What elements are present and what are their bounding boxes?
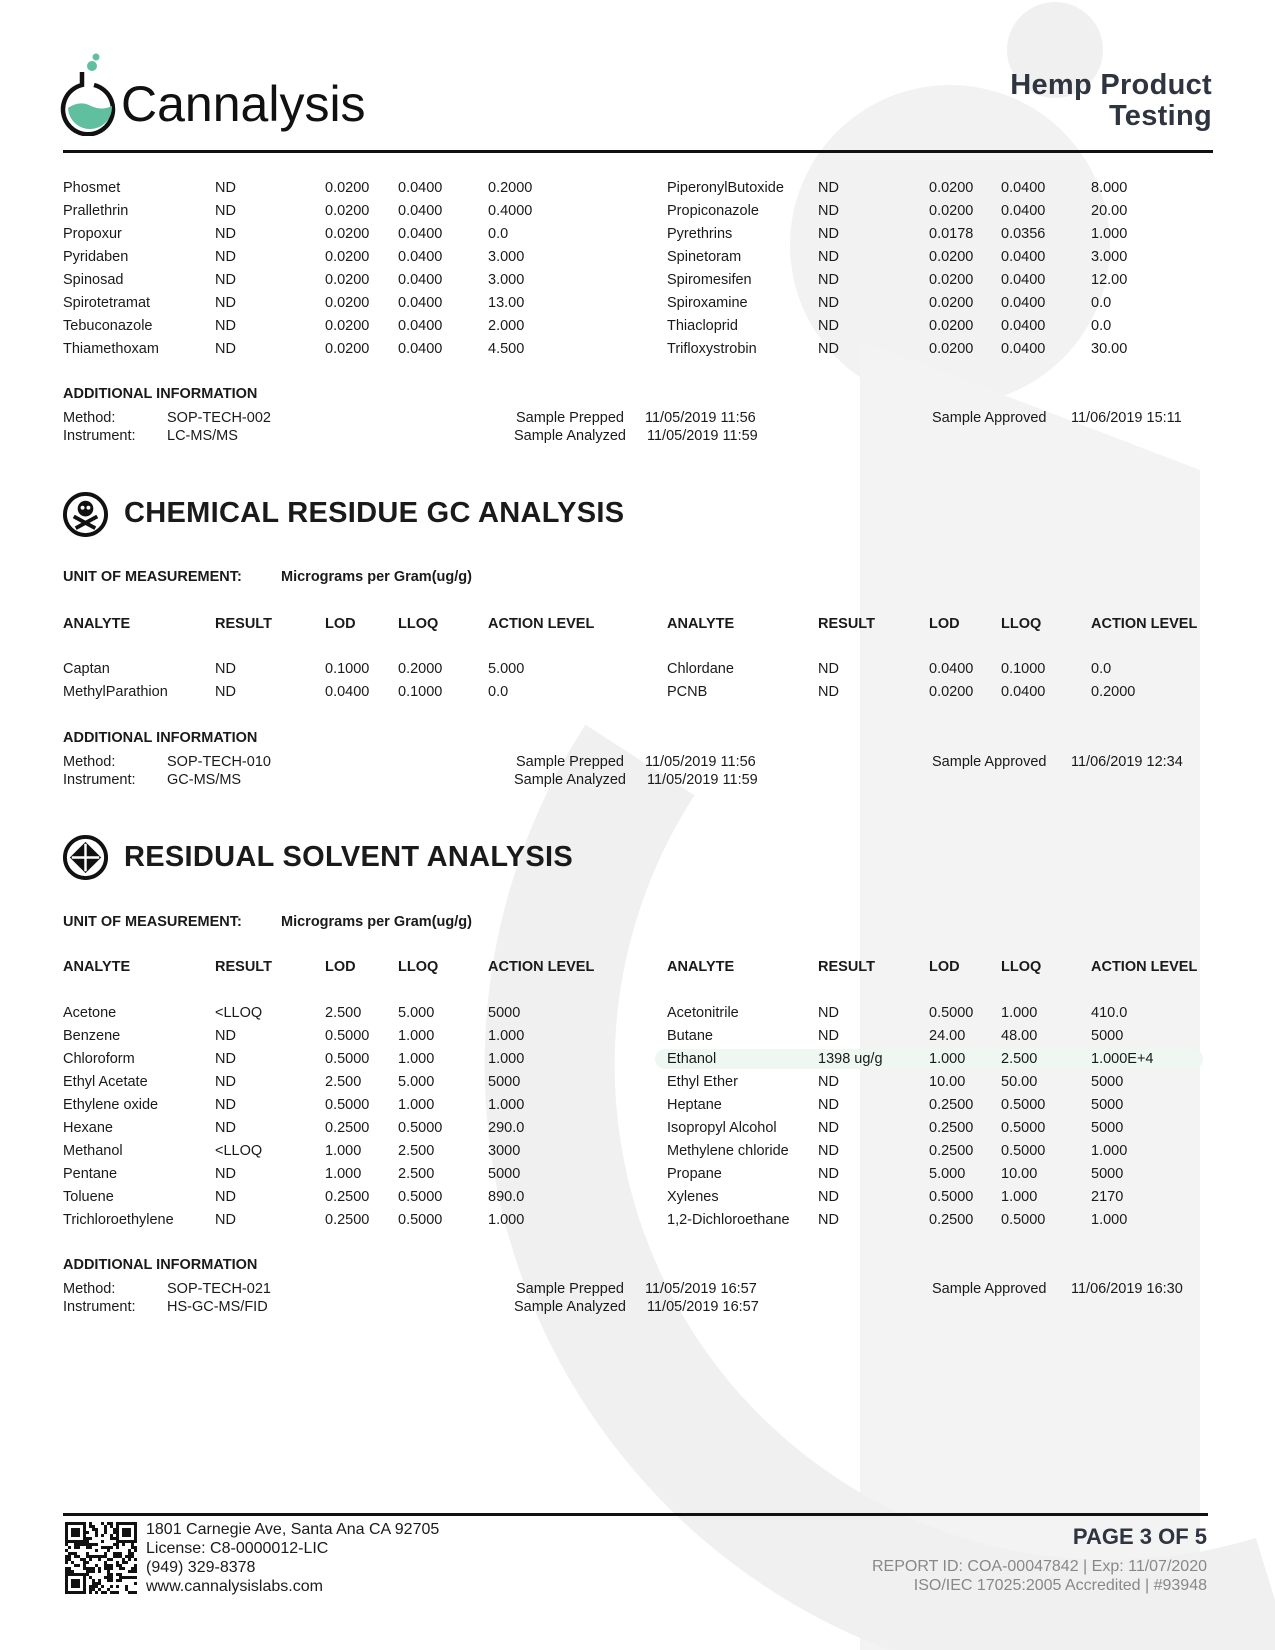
sample-analyzed-label: Sample Analyzed [513,772,626,788]
cell-action-level: 0.4000 [488,203,533,219]
cell-lloq: 2.500 [1001,1051,1038,1067]
cell-action-level: 5000 [1091,1166,1124,1182]
column-header-lod: LOD [325,616,356,632]
cell-lloq: 0.0400 [398,180,443,196]
cell-lod: 0.0200 [929,318,974,334]
cell-analyte: Chloroform [63,1051,135,1067]
instrument-value: HS-GC-MS/FID [167,1299,268,1315]
cell-lod: 1.000 [325,1143,362,1159]
cell-action-level: 5000 [1091,1028,1124,1044]
cell-result: ND [818,1189,839,1205]
cell-action-level: 0.2000 [488,180,533,196]
cell-analyte: Trichloroethylene [63,1212,174,1228]
cell-analyte: Methanol [63,1143,123,1159]
cell-lod: 0.0200 [325,226,370,242]
cell-lod: 24.00 [929,1028,966,1044]
cell-analyte: Ethyl Acetate [63,1074,148,1090]
cell-result: ND [215,249,236,265]
cell-lloq: 5.000 [398,1074,435,1090]
sample-analyzed-label: Sample Analyzed [513,1299,626,1315]
sample-analyzed-value: 11/05/2019 16:57 [647,1299,759,1315]
cell-lloq: 0.5000 [1001,1097,1046,1113]
cell-action-level: 20.00 [1091,203,1128,219]
accreditation-number: #93948 [1153,1577,1207,1594]
cell-lloq: 2.500 [398,1143,435,1159]
cell-analyte: MethylParathion [63,684,168,700]
cell-lloq: 0.1000 [1001,661,1046,677]
method-value: SOP-TECH-010 [167,754,271,770]
cell-analyte: Ethanol [667,1051,717,1067]
cell-analyte: Isopropyl Alcohol [667,1120,777,1136]
cell-analyte: Acetonitrile [667,1005,739,1021]
sample-approved-label: Sample Approved [932,1281,1047,1297]
cell-lod: 0.5000 [325,1051,370,1067]
cell-action-level: 1.000E+4 [1091,1051,1154,1067]
method-label: Method: [63,754,116,770]
cell-analyte: Spiroxamine [667,295,748,311]
cell-analyte: 1,2-Dichloroethane [667,1212,790,1228]
page-number: PAGE 3 OF 5 [1072,1524,1207,1549]
cell-lod: 0.0200 [929,295,974,311]
cell-result: ND [818,249,839,265]
cell-action-level: 12.00 [1091,272,1128,288]
cell-lod: 0.5000 [325,1028,370,1044]
sample-prepped-value: 11/05/2019 16:57 [645,1281,757,1297]
cell-result: ND [215,341,236,357]
sample-approved-label: Sample Approved [932,754,1047,770]
cell-lloq: 0.5000 [398,1120,443,1136]
title-line-2: Testing [1108,100,1212,132]
cell-result: ND [818,1143,839,1159]
cell-analyte: Pyrethrins [667,226,733,242]
cell-analyte: Spinosad [63,272,124,288]
cell-analyte: Captan [63,661,110,677]
document-title [1010,70,1212,132]
cell-lod: 0.0200 [325,341,370,357]
cell-analyte: Thiacloprid [667,318,738,334]
footer-license: License: C8-0000012-LIC [146,1540,329,1557]
cell-lod: 0.0200 [929,341,974,357]
report-meta: REPORT ID: COA-00047842 | Exp: 11/07/2020 ISO/IEC 17025:2005 Accredited | #93948 [871,1558,1207,1594]
cell-lloq: 0.0400 [398,341,443,357]
cell-lloq: 1.000 [398,1051,435,1067]
cell-analyte: Spirotetramat [63,295,151,311]
cell-result: ND [818,226,839,242]
cell-analyte: Prallethrin [63,203,129,219]
cell-lod: 0.0200 [325,295,370,311]
cell-lod: 1.000 [929,1051,966,1067]
cell-result: ND [215,1074,236,1090]
cell-lloq: 0.0400 [1001,180,1046,196]
cell-action-level: 5000 [1091,1074,1124,1090]
cell-result: <LLOQ [215,1143,263,1159]
cell-result: ND [818,1166,839,1182]
sample-prepped-label: Sample Prepped [515,1281,624,1297]
cell-result: ND [215,295,236,311]
additional-info-heading: ADDITIONAL INFORMATION [63,386,258,402]
cell-action-level: 1.000 [488,1051,525,1067]
sample-prepped-label: Sample Prepped [515,410,624,426]
column-header-action-level: ACTION LEVEL [488,616,595,632]
column-header-lloq: LLOQ [1001,959,1042,975]
cell-analyte: Pyridaben [63,249,129,265]
sample-prepped-label: Sample Prepped [515,754,624,770]
cell-result: ND [818,272,839,288]
title-line-1: Hemp Product [1010,69,1212,101]
cell-result: ND [818,684,839,700]
cell-lod: 0.0200 [929,272,974,288]
cell-action-level: 2170 [1091,1189,1124,1205]
cell-lloq: 1.000 [1001,1005,1038,1021]
iso-accreditation: ISO/IEC 17025:2005 Accredited [913,1577,1141,1594]
cell-action-level: 1.000 [488,1097,525,1113]
cell-lod: 0.0200 [325,249,370,265]
cell-analyte: Trifloxystrobin [667,341,757,357]
cell-analyte: Spiromesifen [667,272,752,288]
cell-lod: 0.0200 [929,249,974,265]
cell-analyte: Propane [667,1166,722,1182]
cell-lod: 0.0400 [929,661,974,677]
column-header-lloq: LLOQ [1001,616,1042,632]
cell-action-level: 1.000 [1091,226,1128,242]
cell-action-level: 0.2000 [1091,684,1136,700]
cell-action-level: 13.00 [488,295,525,311]
cell-analyte: Methylene chloride [667,1143,789,1159]
cell-action-level: 0.0 [1091,318,1112,334]
sample-approved-value: 11/06/2019 16:30 [1071,1281,1183,1297]
flask-logo-icon [60,52,120,136]
cell-analyte: PCNB [667,684,708,700]
cell-action-level: 4.500 [488,341,525,357]
column-header-result: RESULT [215,616,272,632]
sample-approved-value: 11/06/2019 15:11 [1071,410,1182,426]
cell-result: ND [818,1074,839,1090]
footer-address: 1801 Carnegie Ave, Santa Ana CA 92705 [146,1521,440,1538]
footer-website[interactable]: www.cannalysislabs.com [146,1578,323,1595]
cell-lloq: 0.0400 [398,318,443,334]
cell-lod: 0.0200 [325,318,370,334]
cell-action-level: 0.0 [1091,295,1112,311]
sample-analyzed-value: 11/05/2019 11:59 [647,772,758,788]
column-header-analyte: ANALYTE [63,616,131,632]
column-header-analyte: ANALYTE [667,616,735,632]
cell-lod: 0.2500 [325,1120,370,1136]
cell-analyte: Pentane [63,1166,118,1182]
column-header-analyte: ANALYTE [667,959,735,975]
cell-action-level: 3.000 [488,272,525,288]
cell-lod: 0.2500 [929,1212,974,1228]
column-header-result: RESULT [818,959,875,975]
cell-action-level: 3000 [488,1143,521,1159]
instrument-value: GC-MS/MS [167,772,242,788]
cell-action-level: 0.0 [488,684,509,700]
cell-action-level: 0.0 [1091,661,1112,677]
cell-action-level: 5000 [488,1005,521,1021]
cell-result: ND [215,1028,236,1044]
cell-analyte: Thiamethoxam [63,341,159,357]
sample-analyzed-label: Sample Analyzed [513,428,626,444]
solvent-section-title: RESIDUAL SOLVENT ANALYSIS [124,841,574,873]
cell-lod: 0.5000 [929,1189,974,1205]
cell-result: ND [818,1005,839,1021]
cell-lloq: 0.0400 [1001,318,1046,334]
diamond-grid-icon [62,834,109,881]
cell-analyte: Spinetoram [667,249,742,265]
cell-lod: 0.5000 [325,1097,370,1113]
cell-lod: 0.0400 [325,684,370,700]
cell-action-level: 8.000 [1091,180,1128,196]
cell-lloq: 0.0400 [398,249,443,265]
cell-result: ND [818,341,839,357]
cell-analyte: Xylenes [667,1189,719,1205]
cell-action-level: 1.000 [488,1212,525,1228]
cell-result: ND [215,684,236,700]
column-header-result: RESULT [818,616,875,632]
cell-lloq: 48.00 [1001,1028,1038,1044]
cell-lod: 0.1000 [325,661,370,677]
unit-label: UNIT OF MEASUREMENT: [63,569,242,585]
cell-lloq: 0.0356 [1001,226,1046,242]
cell-lloq: 0.5000 [398,1189,443,1205]
cell-result: ND [215,203,236,219]
cell-result: ND [215,1166,236,1182]
cell-lod: 0.2500 [929,1097,974,1113]
cell-lloq: 0.0400 [1001,295,1046,311]
cell-result: ND [215,1120,236,1136]
sample-approved-value: 11/06/2019 12:34 [1071,754,1183,770]
sample-analyzed-value: 11/05/2019 11:59 [647,428,758,444]
cell-action-level: 290.0 [488,1120,525,1136]
cell-action-level: 1.000 [488,1028,525,1044]
cell-lod: 0.0178 [929,226,974,242]
cell-lloq: 1.000 [1001,1189,1038,1205]
cell-lloq: 0.0400 [398,295,443,311]
cell-lloq: 0.1000 [398,684,443,700]
cell-action-level: 3.000 [1091,249,1128,265]
cell-lloq: 0.0400 [398,203,443,219]
sample-prepped-value: 11/05/2019 11:56 [645,410,756,426]
cell-lloq: 0.0400 [1001,341,1046,357]
cell-lod: 0.0200 [929,180,974,196]
unit-label: UNIT OF MEASUREMENT: [63,914,242,930]
unit-value: Micrograms per Gram(ug/g) [281,569,472,585]
method-label: Method: [63,410,116,426]
cell-lloq: 0.2000 [398,661,443,677]
instrument-label: Instrument: [63,1299,136,1315]
cell-result: ND [215,272,236,288]
report-id: REPORT ID: COA-00047842 [871,1558,1079,1575]
expiration: Exp: 11/07/2020 [1091,1558,1207,1575]
cell-result: ND [215,1051,236,1067]
footer-contact [146,1520,439,1596]
column-header-lloq: LLOQ [398,616,439,632]
cell-result: ND [818,295,839,311]
additional-info-heading: ADDITIONAL INFORMATION [63,730,258,746]
cell-lod: 0.0200 [325,203,370,219]
instrument-label: Instrument: [63,428,136,444]
column-header-lloq: LLOQ [398,959,439,975]
method-value: SOP-TECH-002 [167,410,271,426]
cell-result: ND [215,1212,236,1228]
cell-lloq: 0.5000 [1001,1120,1046,1136]
cell-lloq: 0.5000 [1001,1212,1046,1228]
column-header-analyte: ANALYTE [63,959,131,975]
cell-action-level: 3.000 [488,249,525,265]
cell-lloq: 1.000 [398,1097,435,1113]
cell-result: <LLOQ [215,1005,263,1021]
cell-action-level: 890.0 [488,1189,525,1205]
cell-result: ND [818,661,839,677]
cell-lloq: 0.5000 [1001,1143,1046,1159]
qr-code-icon [65,1522,137,1594]
cell-result: ND [818,1120,839,1136]
cell-analyte: Acetone [63,1005,117,1021]
cell-result: ND [215,180,236,196]
cell-action-level: 5000 [488,1074,521,1090]
additional-info-heading: ADDITIONAL INFORMATION [63,1257,258,1273]
column-header-lod: LOD [929,616,960,632]
method-value: SOP-TECH-021 [167,1281,271,1297]
logo-text: Cannalysis [121,76,366,132]
cell-action-level: 410.0 [1091,1005,1128,1021]
cell-action-level: 30.00 [1091,341,1128,357]
cell-analyte: Heptane [667,1097,722,1113]
cell-lod: 2.500 [325,1005,362,1021]
cell-analyte: Phosmet [63,180,121,196]
column-header-lod: LOD [325,959,356,975]
cell-analyte: Ethyl Ether [667,1074,738,1090]
cell-analyte: Tebuconazole [63,318,153,334]
cell-action-level: 2.000 [488,318,525,334]
column-header-action-level: ACTION LEVEL [488,959,595,975]
cell-lloq: 0.0400 [1001,249,1046,265]
cell-result: ND [818,203,839,219]
sample-approved-label: Sample Approved [932,410,1047,426]
cell-lod: 0.2500 [929,1143,974,1159]
instrument-value: LC-MS/MS [167,428,238,444]
cell-lod: 0.2500 [325,1189,370,1205]
footer-phone: (949) 329-8378 [146,1559,256,1576]
cell-result: ND [215,1097,236,1113]
footer-divider [63,1513,1208,1516]
cell-action-level: 5000 [1091,1120,1124,1136]
cell-action-level: 5.000 [488,661,525,677]
cell-analyte: Propoxur [63,226,122,242]
unit-value: Micrograms per Gram(ug/g) [281,914,472,930]
cell-lloq: 50.00 [1001,1074,1038,1090]
cell-lod: 5.000 [929,1166,966,1182]
cell-analyte: Hexane [63,1120,113,1136]
cell-analyte: Benzene [63,1028,121,1044]
cell-action-level: 5000 [488,1166,521,1182]
cell-lod: 0.5000 [929,1005,974,1021]
cell-lloq: 10.00 [1001,1166,1038,1182]
cell-lloq: 1.000 [398,1028,435,1044]
column-header-action-level: ACTION LEVEL [1091,959,1198,975]
cell-result: ND [215,1189,236,1205]
cell-lod: 0.0200 [325,180,370,196]
column-header-lod: LOD [929,959,960,975]
cell-lod: 2.500 [325,1074,362,1090]
cell-lod: 0.2500 [325,1212,370,1228]
cell-result: ND [818,1212,839,1228]
cell-action-level: 5000 [1091,1097,1124,1113]
cell-lod: 0.0200 [325,272,370,288]
method-label: Method: [63,1281,116,1297]
cell-result: ND [818,180,839,196]
skull-crossbones-icon [62,491,109,538]
cell-analyte: Propiconazole [667,203,759,219]
cell-action-level: 0.0 [488,226,509,242]
cell-analyte: PiperonylButoxide [667,180,784,196]
cell-lloq: 0.5000 [398,1212,443,1228]
cell-analyte: Chlordane [667,661,734,677]
cell-result: ND [215,318,236,334]
cell-action-level: 1.000 [1091,1143,1128,1159]
sample-prepped-value: 11/05/2019 11:56 [645,754,756,770]
cell-analyte: Butane [667,1028,713,1044]
column-header-result: RESULT [215,959,272,975]
cell-lloq: 5.000 [398,1005,435,1021]
cell-result: 1398 ug/g [818,1051,883,1067]
header-divider [63,150,1213,153]
cell-lloq: 0.0400 [1001,272,1046,288]
instrument-label: Instrument: [63,772,136,788]
cell-lloq: 0.0400 [1001,684,1046,700]
gc-section-title: CHEMICAL RESIDUE GC ANALYSIS [124,497,625,529]
column-header-action-level: ACTION LEVEL [1091,616,1198,632]
cell-lloq: 0.0400 [1001,203,1046,219]
cell-result: ND [818,1028,839,1044]
cell-lloq: 0.0400 [398,272,443,288]
cell-action-level: 1.000 [1091,1212,1128,1228]
cell-lod: 1.000 [325,1166,362,1182]
cell-lod: 0.0200 [929,684,974,700]
cell-analyte: Toluene [63,1189,114,1205]
cell-analyte: Ethylene oxide [63,1097,159,1113]
cell-lloq: 2.500 [398,1166,435,1182]
cell-result: ND [818,1097,839,1113]
cell-result: ND [215,226,236,242]
cell-result: ND [215,661,236,677]
cell-lod: 10.00 [929,1074,966,1090]
cell-lod: 0.0200 [929,203,974,219]
cell-result: ND [818,318,839,334]
cell-lod: 0.2500 [929,1120,974,1136]
cell-lloq: 0.0400 [398,226,443,242]
